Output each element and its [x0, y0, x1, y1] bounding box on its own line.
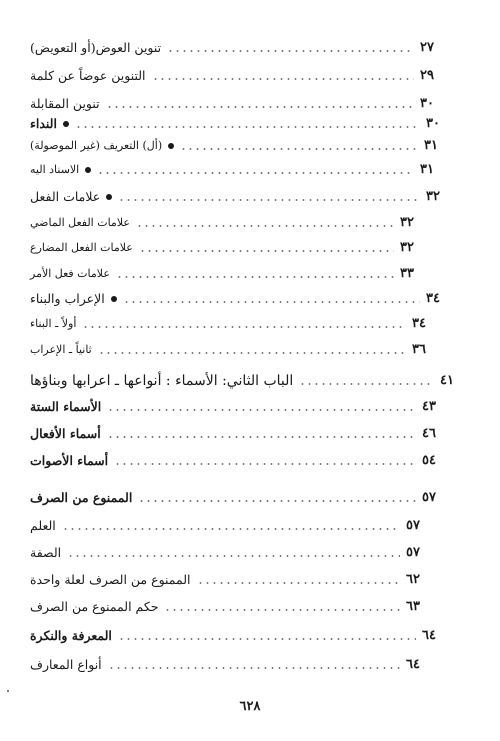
- toc-entry: [30, 38, 462, 58]
- toc-entry-title: الممنوع من الصرف لعلة واحدة: [30, 572, 191, 587]
- toc-entry: [30, 187, 462, 207]
- toc-entry-page: ٣٣: [400, 266, 414, 281]
- dot-leader: [118, 626, 416, 646]
- toc-entry: [30, 397, 462, 417]
- toc-entry-page: ٤٣: [422, 399, 436, 414]
- toc-entry: [30, 340, 462, 360]
- dot-leader: [82, 314, 406, 334]
- toc-entry: [30, 570, 462, 590]
- toc-entry: [30, 655, 462, 675]
- bullet-icon: [111, 296, 117, 302]
- toc-entry-title: الممنوع من الصرف: [30, 490, 133, 505]
- dot-leader: [107, 397, 416, 417]
- bullet-icon: [106, 194, 112, 200]
- toc-entry-title: حكم الممنوع من الصرف: [30, 599, 159, 614]
- toc-entry-page: ٣٠: [426, 116, 440, 131]
- toc-entry-title: علامات فعل الأمر: [30, 267, 110, 280]
- dot-leader: [106, 94, 414, 114]
- toc-entry-title: الباب الثاني: الأسماء : أنواعها ـ اعرابها وبناؤها: [30, 373, 294, 389]
- dot-leader: [118, 187, 420, 207]
- bullet-icon: [63, 121, 69, 127]
- toc-entry-title: أنواع المعارف: [30, 657, 102, 672]
- toc-entry-title: علامات الفعل المضارع: [30, 241, 133, 254]
- toc-entry-page: ٣٤: [426, 291, 440, 306]
- dot-leader: [136, 213, 394, 233]
- toc-entry-title: تنوين العوض(أو التعويض): [30, 40, 162, 55]
- toc-entry-title: (أل) التعريف (غير الموصولة): [30, 139, 163, 152]
- toc-entry: [30, 136, 462, 156]
- dot-leader: [107, 424, 416, 444]
- toc-entry: [30, 66, 462, 86]
- toc-entry-page: ٣٢: [400, 215, 414, 230]
- toc-entry-page: ٢٩: [420, 68, 434, 83]
- toc-entry-page: ٢٧: [420, 40, 434, 55]
- dot-leader: [67, 543, 400, 563]
- dot-leader: [97, 160, 414, 180]
- toc-entry-title: المعرفة والنكرة: [30, 628, 112, 643]
- toc-entry-title: أولاً ـ البناء: [30, 317, 77, 330]
- dot-leader: [98, 340, 406, 360]
- dot-leader: [167, 38, 414, 58]
- toc-entry: [30, 114, 462, 134]
- toc-entry-title: الإعراب والبناء: [30, 291, 105, 306]
- toc-entry-page: ٦٣: [406, 599, 420, 614]
- toc-entry-title: الاسناد اليه: [30, 163, 80, 176]
- toc-entry: [30, 238, 462, 258]
- toc-entry-title: أسماء الأفعال: [30, 426, 101, 441]
- toc-entry-page: ٣٠: [420, 96, 434, 111]
- toc-entry-page: ٣٤: [412, 316, 426, 331]
- page-number: ٦٢٨: [239, 699, 261, 714]
- dot-leader: [75, 114, 420, 134]
- toc-entry: [30, 543, 462, 563]
- dot-leader: [108, 655, 400, 675]
- dot-leader: [299, 371, 434, 391]
- toc-entry-page: ٦٢: [406, 572, 420, 587]
- dot-leader: [114, 451, 416, 471]
- toc-entry-title: ثانياً ـ الإعراب: [30, 343, 92, 356]
- toc-entry-page: ٥٧: [406, 545, 420, 560]
- toc-entry-title: الصفة: [30, 545, 62, 560]
- toc-entry-title: علامات الفعل الماضي: [30, 216, 130, 229]
- dot-leader: [180, 136, 418, 156]
- dot-leader: [123, 289, 420, 309]
- toc-entry: [30, 451, 462, 471]
- toc-entry-title: تنوين المقابلة: [30, 96, 100, 111]
- toc-entry-page: ٣١: [420, 162, 434, 177]
- toc-entry-page: ٣٦: [412, 342, 426, 357]
- toc-entry-page: ٤٦: [422, 426, 436, 441]
- stray-mark: [7, 690, 9, 692]
- toc-entry-title: الأسماء الستة: [30, 399, 102, 414]
- toc-entry-page: ٦٤: [406, 657, 420, 672]
- bullet-icon: [168, 143, 174, 149]
- toc-entry-title: العلم: [30, 518, 56, 533]
- toc-entry-page: ٥٤: [422, 453, 436, 468]
- toc-entry: [30, 160, 462, 180]
- dot-leader: [197, 570, 400, 590]
- dot-leader: [116, 264, 394, 284]
- toc-entry: [30, 94, 462, 114]
- toc-entry: [30, 488, 462, 508]
- toc-entry: [30, 516, 462, 536]
- toc-entry-page: ٣٢: [426, 189, 440, 204]
- toc-entry-page: ٤١: [440, 373, 454, 388]
- toc-entry: [30, 314, 462, 334]
- toc-entry: [30, 213, 462, 233]
- toc-entry-title: أسماء الأصوات: [30, 453, 109, 468]
- toc-entry: [30, 289, 462, 309]
- toc-entry: [30, 597, 462, 617]
- toc-entry-title: النداء: [30, 116, 57, 131]
- toc-entry-page: ٦٤: [422, 628, 436, 643]
- dot-leader: [139, 238, 394, 258]
- toc-entry-page: ٣١: [424, 138, 438, 153]
- toc-entry: [30, 264, 462, 284]
- dot-leader: [152, 66, 414, 86]
- toc-entry: [30, 371, 462, 391]
- toc-entry: [30, 626, 462, 646]
- dot-leader: [62, 516, 400, 536]
- toc-entry-page: ٥٧: [406, 518, 420, 533]
- toc-entry-page: ٥٧: [422, 490, 436, 505]
- toc-entry-title: علامات الفعل: [30, 189, 101, 204]
- toc-entry: [30, 424, 462, 444]
- dot-leader: [164, 597, 400, 617]
- toc-entry-title: التنوين عوضاً عن كلمة: [30, 68, 146, 83]
- toc-entry-page: ٣٢: [400, 240, 414, 255]
- bullet-icon: [85, 167, 91, 173]
- dot-leader: [138, 488, 416, 508]
